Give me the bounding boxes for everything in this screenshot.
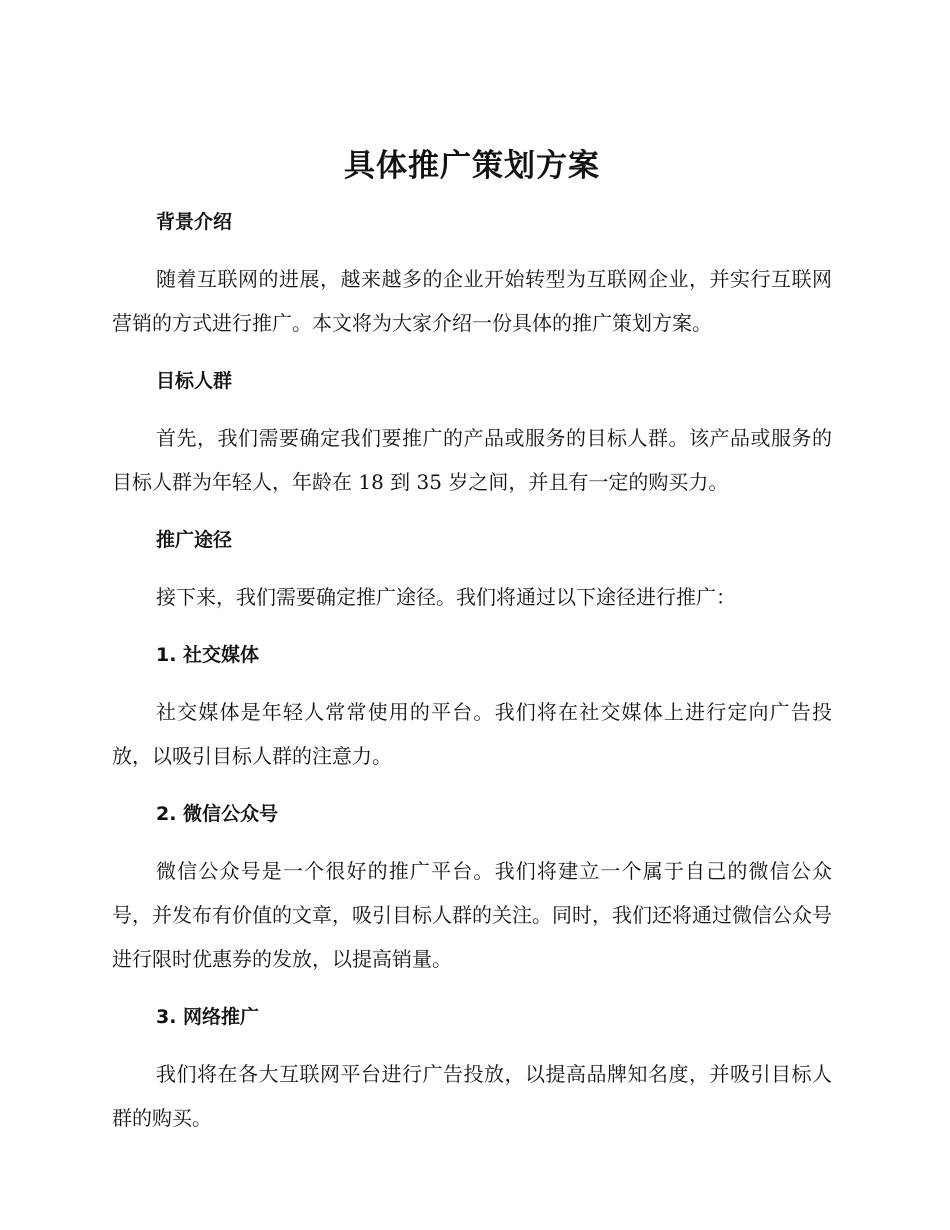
section-target-audience <box>112 367 832 504</box>
section-online-promotion <box>112 1003 832 1140</box>
section-paragraph: 随着互联网的进展，越来越多的企业开始转型为互联网企业，并实行互联网营销的方式进行推广。本文将为大家介绍一份具体的推广策划方案。 <box>112 267 832 335</box>
section-heading: 2. 微信公众号 <box>156 803 279 825</box>
section-paragraph: 社交媒体是年轻人常常使用的平台。我们将在社交媒体上进行定向广告投放，以吸引目标人群的注意力。 <box>112 700 832 768</box>
section-heading: 3. 网络推广 <box>156 1006 260 1028</box>
section-wechat-official-account <box>112 800 832 981</box>
section-paragraph: 接下来，我们需要确定推广途径。我们将通过以下途径进行推广： <box>156 585 736 609</box>
document-title: 具体推广策划方案 <box>344 148 600 184</box>
section-heading: 背景介绍 <box>156 211 233 233</box>
section-heading: 1. 社交媒体 <box>156 644 260 666</box>
section-heading: 目标人群 <box>156 370 233 392</box>
section-heading: 推广途径 <box>156 529 233 551</box>
section-background <box>112 208 832 345</box>
section-promotion-channels <box>112 526 832 619</box>
section-paragraph: 我们将在各大互联网平台进行广告投放，以提高品牌知名度，并吸引目标人群的购买。 <box>112 1062 832 1130</box>
section-paragraph: 微信公众号是一个很好的推广平台。我们将建立一个属于自己的微信公众号，并发布有价值的文章，吸引目标人群的关注。同时，我们还将通过微信公众号进行限时优惠券的发放，以提高销量。 <box>112 859 832 971</box>
section-social-media <box>112 641 832 778</box>
section-paragraph: 首先，我们需要确定我们要推广的产品或服务的目标人群。该产品或服务的目标人群为年轻人，年龄在 18 到 35 岁之间，并且有一定的购买力。 <box>112 426 832 494</box>
